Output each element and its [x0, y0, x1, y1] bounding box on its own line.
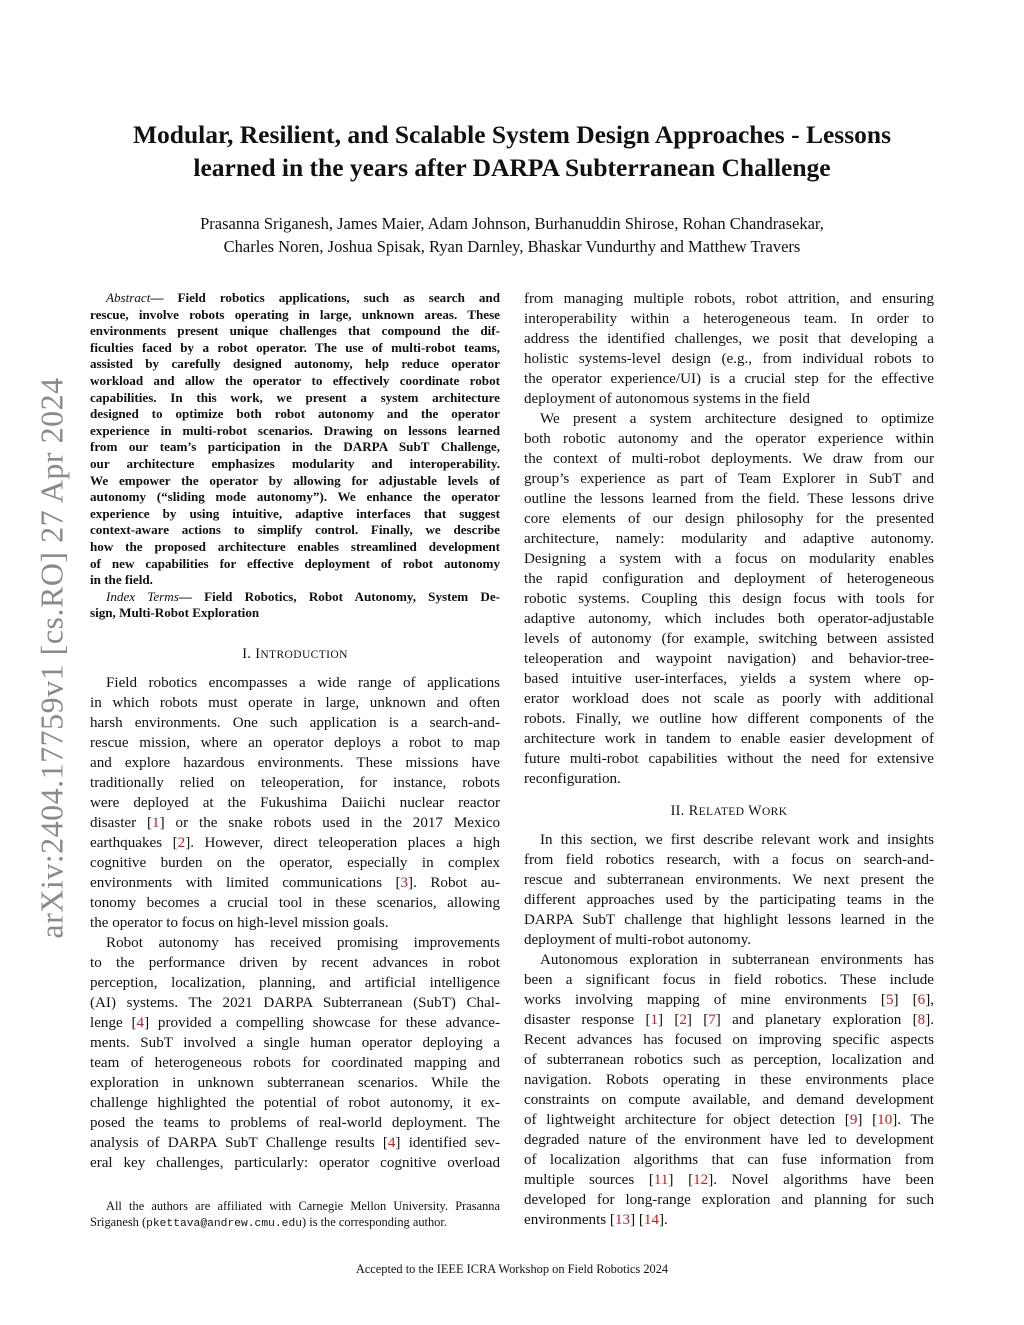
text-line: deployment of autonomous systems in the field — [524, 391, 810, 407]
text-line: team of heterogeneous robots for coordinated mapping and — [90, 1054, 500, 1071]
abstract — [90, 290, 500, 622]
text-line: Autonomous exploration in subterranean environments has — [540, 952, 934, 968]
text-line: to the performance driven by recent advances in robot — [90, 954, 500, 971]
text-line: degraded nature of the environment have led to development — [524, 1132, 934, 1148]
text-line: perception, localization, planning, and artificial intelligence — [90, 974, 500, 991]
text-line: analysis of DARPA SubT Challenge results [4] identified sev- — [90, 1134, 500, 1151]
abstract-line: context-aware actions to simplify control. Finally, we describe — [90, 522, 500, 538]
citation-link[interactable]: 5 — [885, 992, 894, 1008]
text-line: and explore hazardous environments. These missions have — [90, 754, 500, 771]
citation-link[interactable]: 10 — [877, 1112, 893, 1128]
citation-link[interactable]: 14 — [643, 1212, 659, 1228]
citation-link[interactable]: 3 — [400, 874, 409, 891]
abstract-line: our architecture emphasizes modularity and interoperability. — [90, 455, 500, 471]
abstract-line: environments present unique challenges that compound the dif- — [90, 323, 500, 339]
text-line: eral key challenges, particularly: operator cognitive overload — [90, 1154, 500, 1171]
text-line: developed for long-range exploration and planning for such — [524, 1192, 934, 1208]
text-line: different approaches used by the participating teams in the — [524, 892, 934, 908]
text-line: traditionally relied on teleoperation, for instance, robots — [90, 774, 500, 791]
text-line: core elements of our design philosophy for the presented — [524, 511, 934, 527]
text-line: rescue and subterranean environments. We next present the — [524, 872, 934, 888]
text-line: address the identified challenges, we posit that developing a — [524, 331, 934, 347]
paper-title — [80, 118, 944, 184]
abstract-line: We empower the operator by allowing for adjustable levels of — [90, 472, 500, 488]
text-line: In this section, we first describe relevant work and insights — [540, 832, 934, 848]
right-column — [524, 289, 934, 1230]
text-line: ments. SubT involved a single human operator deploying a — [90, 1034, 500, 1051]
section-heading-related-work: II. RELATED WORK — [670, 803, 788, 819]
text-line: the context of multi-robot deployments. We draw from our — [524, 451, 934, 467]
text-line: exploration in unknown subterranean scenarios. While the — [90, 1074, 500, 1091]
related-work-paragraph-2 — [524, 950, 934, 1230]
text-line: the rapid configuration and deployment of heterogeneous — [524, 571, 934, 587]
citation-link[interactable]: 7 — [708, 1012, 716, 1028]
footnote-line: Sriganesh (pkettava@andrew.cmu.edu) is the corresponding author. — [90, 1215, 447, 1230]
abstract-line: workload and allow the operator to effectively coordinate robot — [90, 372, 500, 388]
text-line: levels of autonomy (for example, switching between assisted — [524, 631, 934, 647]
text-line: Field robotics encompasses a wide range of applications — [106, 674, 500, 691]
text-line: the operator to focus on high-level mission goals. — [90, 914, 389, 931]
title-line: Modular, Resilient, and Scalable System Design Approaches - Lessons — [132, 120, 891, 149]
citation-link[interactable]: 2 — [177, 834, 186, 851]
text-line: DARPA SubT challenge that highlight lessons learned in the — [524, 912, 934, 928]
abstract-line: autonomy (“sliding mode autonomy”). We enhance the operator — [90, 489, 500, 505]
citation-link[interactable]: 1 — [152, 814, 160, 831]
citation-link[interactable]: 12 — [693, 1172, 709, 1188]
text-line: erator workload does not scale as poorly with additional — [524, 691, 934, 707]
citation-link[interactable]: 4 — [387, 1134, 396, 1151]
arxiv-stamp: arXiv:2404.17759v1 [cs.RO] 27 Apr 2024 — [33, 377, 70, 939]
text-line: of localization algorithms that can fuse information from — [524, 1152, 934, 1168]
abstract-line: capabilities. In this work, we present a system architecture — [90, 389, 500, 405]
text-line: in which robots must operate in large, unknown and often — [90, 694, 500, 711]
left-column — [90, 290, 500, 1173]
text-line: robots. Finally, we outline how different components of the — [524, 711, 934, 727]
citation-link[interactable]: 1 — [650, 1012, 659, 1028]
text-line: (AI) systems. The 2021 DARPA Subterranean (SubT) Chal- — [90, 994, 500, 1011]
author-line: Prasanna Sriganesh, James Maier, Adam Johnson, Burhanuddin Shirose, Rohan Chandrasekar, — [200, 214, 824, 233]
text-line: holistic systems-level design (e.g., from individual robots to — [524, 351, 934, 367]
text-line: lenge [4] provided a compelling showcase for these advance- — [90, 1014, 500, 1031]
text-line: robotic systems. Coupling this design focus with tools for — [524, 591, 934, 607]
text-line: posed the teams to problems of real-world deployment. The — [90, 1114, 500, 1131]
text-line: rescue mission, where an operator deploys a robot to map — [90, 734, 500, 751]
abstract-line: rescue, involve robots operating in large, unknown areas. These — [90, 306, 500, 322]
text-line: adaptive autonomy, which includes both operator-adjustable — [524, 611, 934, 627]
text-line: works involving mapping of mine environments [5] [6], — [524, 992, 934, 1008]
text-line: teleoperation and waypoint navigation) and behavior-tree- — [524, 651, 934, 667]
text-line: navigation. Robots operating in these environments place — [524, 1072, 934, 1088]
text-line: from managing multiple robots, robot attrition, and ensuring — [524, 291, 934, 307]
abstract-line: in the field. — [90, 572, 153, 588]
text-line: Designing a system with a focus on modularity enables — [524, 551, 934, 567]
text-line: We present a system architecture designed to optimize — [540, 411, 934, 427]
text-line: were deployed at the Fukushima Daiichi nuclear reactor — [90, 794, 500, 811]
text-line: reconfiguration. — [524, 771, 621, 787]
citation-link[interactable]: 4 — [136, 1014, 145, 1031]
text-line: both robotic autonomy and the operator experience within — [524, 431, 934, 447]
author-list — [80, 212, 944, 258]
text-line: disaster response [1] [2] [7] and planetary exploration [8]. — [524, 1012, 934, 1028]
abstract-line: of new capabilities for effective deployment of robot autonomy — [90, 555, 500, 571]
citation-link[interactable]: 9 — [849, 1112, 858, 1128]
footnote — [90, 1198, 500, 1230]
text-line: architecture work in tandem to enable easier development of — [524, 731, 934, 747]
citation-link[interactable]: 8 — [917, 1012, 926, 1028]
text-line: tonomy becomes a crucial tool in these scenarios, allowing — [90, 894, 500, 911]
text-line: harsh environments. One such application is a search-and- — [90, 714, 500, 731]
text-line: cognitive burden on the operator, especially in complex — [90, 854, 500, 871]
author-line: Charles Noren, Joshua Spisak, Ryan Darnley, Bhaskar Vundurthy and Matthew Travers — [223, 237, 801, 256]
footnote-line: All the authors are affiliated with Carnegie Mellon University. Prasanna — [106, 1199, 500, 1213]
text-line: constraints on compute available, and demand development — [524, 1092, 934, 1108]
abstract-line: from our team’s participation in the DARPA SubT Challenge, — [90, 439, 500, 455]
related-work-paragraph-1 — [524, 830, 934, 950]
section-heading-introduction: I. INTRODUCTION — [242, 645, 348, 662]
email-link[interactable]: pkettava@andrew.cmu.edu — [146, 1218, 303, 1230]
page-footer: Accepted to the IEEE ICRA Workshop on Field Robotics 2024 — [355, 1262, 669, 1276]
text-line: Robot autonomy has received promising improvements — [106, 934, 500, 951]
text-line: been a significant focus in field robotics. These include — [524, 972, 934, 988]
citation-link[interactable]: 6 — [917, 992, 926, 1008]
text-line: Recent advances has focused on improving specific aspects — [524, 1032, 934, 1048]
text-line: outline the lessons learned from the field. These lessons drive — [524, 491, 934, 507]
text-line: environments [13] [14]. — [524, 1212, 668, 1228]
text-line: disaster [1] or the snake robots used in the 2017 Mexico — [90, 814, 500, 831]
abstract-line: experience by using intuitive, adaptive interfaces that suggest — [90, 505, 500, 521]
index-terms: Index Terms— Field Robotics, Robot Autonomy, System De- — [106, 588, 500, 604]
text-line: of lightweight architecture for object detection [9] [10]. The — [524, 1112, 934, 1128]
text-line: based intuitive user-interfaces, yields a system where op- — [524, 671, 934, 687]
text-line: the operator experience/UI) is a crucial step for the effective — [524, 371, 934, 387]
index-terms-line: sign, Multi-Robot Exploration — [90, 605, 260, 621]
abstract-line: ficulties faced by a robot operator. The use of multi-robot teams, — [90, 339, 500, 355]
text-line: from field robotics research, with a focus on search-and- — [524, 852, 934, 868]
citation-link[interactable]: 2 — [679, 1012, 687, 1028]
text-line: of subterranean robotics such as perception, localization and — [524, 1052, 934, 1068]
abstract-line: experience in multi-robot scenarios. Drawing on lessons learned — [90, 422, 500, 438]
citation-link[interactable]: 11 — [653, 1172, 669, 1188]
text-line: earthquakes [2]. However, direct teleoperation places a high — [90, 834, 500, 851]
index-terms-label: Index Terms — [106, 588, 179, 604]
text-line: deployment of multi-robot autonomy. — [524, 932, 752, 948]
intro-paragraph-2 — [90, 933, 500, 1173]
intro-paragraph-1 — [90, 673, 500, 933]
intro-paragraph-continued — [524, 289, 934, 409]
abstract-label: Abstract — [106, 290, 151, 305]
text-line: group’s experience as part of Team Explorer in SubT and — [524, 471, 934, 487]
intro-paragraph-3 — [524, 409, 934, 789]
title-line: learned in the years after DARPA Subterranean Challenge — [193, 153, 831, 182]
text-line: challenge highlighted the potential of robot autonomy, it ex- — [90, 1094, 500, 1111]
abstract-line: how the proposed architecture enables streamlined development — [90, 538, 500, 554]
abstract-line: assisted by carefully designed autonomy, help reduce operator — [90, 356, 500, 372]
text-line: multiple sources [11] [12]. Novel algorithms have been — [524, 1172, 934, 1188]
text-line: architecture, namely: modularity and adaptive autonomy. — [524, 531, 934, 547]
abstract-line: designed to optimize both robot autonomy and the operator — [90, 406, 500, 422]
text-line: interoperability within a heterogeneous team. In order to — [524, 311, 934, 327]
citation-link[interactable]: 13 — [614, 1212, 631, 1228]
text-line: environments with limited communications [3]. Robot au- — [90, 874, 500, 891]
text-line: future multi-robot capabilities without the need for extensive — [524, 751, 934, 767]
abstract-line: Abstract— Field robotics applications, such as search and — [106, 290, 500, 305]
